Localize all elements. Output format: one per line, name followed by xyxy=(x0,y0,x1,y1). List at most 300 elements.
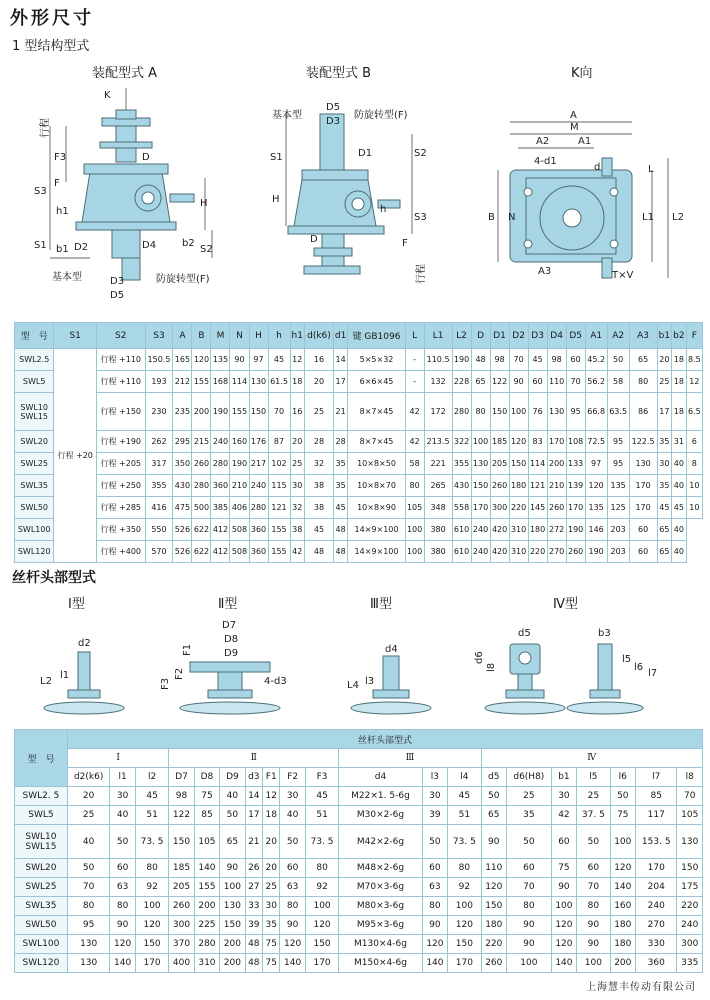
table-cell: 20 xyxy=(290,431,305,453)
table-cell: 114 xyxy=(528,453,547,475)
table-cell: 132 xyxy=(424,371,452,393)
table2-sub-header: b1 xyxy=(551,768,576,787)
table-cell: 17 xyxy=(245,806,262,825)
table-cell: 45 xyxy=(448,787,481,806)
table-cell: 200 xyxy=(220,954,245,973)
svg-text:防旋转型(F): 防旋转型(F) xyxy=(354,110,408,121)
table-cell: 280 xyxy=(452,393,471,431)
table2-sub-header: d6(H8) xyxy=(507,768,552,787)
table-cell: 70 xyxy=(509,349,528,371)
table-cell: 412 xyxy=(211,519,230,541)
svg-text:A1: A1 xyxy=(578,136,592,147)
table-cell: 50 xyxy=(280,825,305,859)
table2-sub-header: l3 xyxy=(422,768,447,787)
table-cell: 190 xyxy=(230,453,249,475)
table-cell: 105 xyxy=(194,825,219,859)
svg-text:基本型: 基本型 xyxy=(52,272,82,283)
table-cell: 65 xyxy=(471,371,490,393)
table-cell: 240 xyxy=(471,519,490,541)
table1-col-header: N xyxy=(230,323,249,349)
table-cell: 121 xyxy=(528,475,547,497)
table-cell: 18 xyxy=(672,371,687,393)
svg-text:F: F xyxy=(54,178,60,189)
table-cell: 65 xyxy=(629,349,657,371)
table1-body xyxy=(15,349,703,563)
table-cell: 217 xyxy=(249,453,268,475)
table1-col-header: M xyxy=(211,323,230,349)
table1-col-header: h xyxy=(268,323,290,349)
table-cell: 170 xyxy=(629,497,657,519)
table-cell: 63 xyxy=(110,878,135,897)
table-cell: 155 xyxy=(194,878,219,897)
table-cell: 38 xyxy=(305,497,334,519)
svg-text:l6: l6 xyxy=(634,662,644,673)
table-cell: 92 xyxy=(305,878,338,897)
table-cell: 5×5×32 xyxy=(348,349,405,371)
table-cell: 60 xyxy=(629,541,657,563)
table-cell: 75 xyxy=(194,787,219,806)
table-cell: 50 xyxy=(507,825,552,859)
table-cell: 100 xyxy=(577,954,610,973)
svg-text:S2: S2 xyxy=(414,148,427,159)
table-cell: 100 xyxy=(405,519,424,541)
table-row xyxy=(15,453,703,475)
svg-text:N: N xyxy=(508,212,516,223)
table-cell: 330 xyxy=(636,935,677,954)
table-cell: 220 xyxy=(528,541,547,563)
svg-text:d2: d2 xyxy=(78,638,91,649)
table-cell: 10×8×90 xyxy=(348,497,405,519)
table-cell: 139 xyxy=(566,475,585,497)
table-cell: 120 xyxy=(448,916,481,935)
page-title: 外形尺寸 xyxy=(10,8,94,29)
table-cell: M70×3-6g xyxy=(339,878,422,897)
table-cell: 40 xyxy=(672,541,687,563)
table-cell: 102 xyxy=(268,453,290,475)
table-cell: 32 xyxy=(290,497,305,519)
table-cell: 行程 +400 xyxy=(96,541,145,563)
table-cell: 122 xyxy=(169,806,194,825)
table-cell: 12 xyxy=(263,787,280,806)
table-cell: 20 xyxy=(263,859,280,878)
table-cell: 120 xyxy=(280,935,305,954)
table2-sub-header: l7 xyxy=(636,768,677,787)
table-cell: 48 xyxy=(245,954,262,973)
table-cell: 40 xyxy=(672,453,687,475)
table-cell: 140 xyxy=(422,954,447,973)
table-cell: 145 xyxy=(528,497,547,519)
table-cell: 38 xyxy=(290,519,305,541)
table-cell: 140 xyxy=(551,954,576,973)
table-cell: 90 xyxy=(577,935,610,954)
table-cell: 40 xyxy=(672,475,687,497)
spec-table-1 xyxy=(14,322,703,563)
svg-text:L: L xyxy=(648,164,654,175)
table1-col-header: L2 xyxy=(452,323,471,349)
table-cell: 40 xyxy=(672,519,687,541)
table-cell: 272 xyxy=(547,519,566,541)
table-row xyxy=(15,541,703,563)
table-cell: 120 xyxy=(192,349,211,371)
table-cell: 220 xyxy=(509,497,528,519)
table-cell: 80 xyxy=(405,475,424,497)
table-cell: 185 xyxy=(490,431,509,453)
table-cell: 205 xyxy=(490,453,509,475)
table-cell: 526 xyxy=(173,541,192,563)
table-cell: 270 xyxy=(547,541,566,563)
table-cell: 65 xyxy=(657,541,672,563)
table-cell: 203 xyxy=(607,519,629,541)
table-row xyxy=(15,393,703,431)
table-cell: 行程 +190 xyxy=(96,431,145,453)
table-cell: 51 xyxy=(135,806,168,825)
table-cell: 170 xyxy=(305,954,338,973)
svg-text:D2: D2 xyxy=(74,242,89,253)
table-cell: 10×8×50 xyxy=(348,453,405,475)
table-cell: 12 xyxy=(290,349,305,371)
table-cell: 8.5 xyxy=(686,349,702,371)
table1-model-cell: SWL5 xyxy=(15,371,54,393)
table-cell: 50 xyxy=(607,349,629,371)
table-cell: 420 xyxy=(490,519,509,541)
assembly-a-label: 装配型式 A xyxy=(92,66,158,81)
table-cell: 280 xyxy=(211,453,230,475)
assembly-a-drawing xyxy=(30,82,240,307)
table-cell: 150 xyxy=(220,916,245,935)
table-cell: 100 xyxy=(507,954,552,973)
table1-model-cell: SWL2.5 xyxy=(15,349,54,371)
table-cell: 73. 5 xyxy=(448,825,481,859)
table-cell: 60 xyxy=(110,859,135,878)
table-cell: 322 xyxy=(452,431,471,453)
table-cell: 210 xyxy=(547,475,566,497)
table-cell: 300 xyxy=(169,916,194,935)
svg-text:D4: D4 xyxy=(142,240,157,251)
table-cell: 385 xyxy=(211,497,230,519)
table-cell: 150 xyxy=(677,859,703,878)
table2-sub-header: d3 xyxy=(245,768,262,787)
table-cell: 108 xyxy=(566,431,585,453)
table2-sub-header: D7 xyxy=(169,768,194,787)
table-cell: 180 xyxy=(610,916,635,935)
table1-col-header: d(k6) xyxy=(305,323,334,349)
table-cell: 20 xyxy=(263,825,280,859)
table2-sub-header: l4 xyxy=(448,768,481,787)
table-cell: 90 xyxy=(507,916,552,935)
table-cell: 80 xyxy=(471,393,490,431)
svg-text:M: M xyxy=(570,122,579,133)
table1-col-header: D4 xyxy=(547,323,566,349)
table-cell: 100 xyxy=(509,393,528,431)
section2-title: 丝杆头部型式 xyxy=(12,570,96,586)
table-cell: 200 xyxy=(194,897,219,916)
table-cell: 95 xyxy=(67,916,110,935)
table-cell: 80 xyxy=(110,897,135,916)
table-cell: 150 xyxy=(490,393,509,431)
table-cell: 60 xyxy=(528,371,547,393)
table2-model-cell: SWL2. 5 xyxy=(15,787,68,806)
table-cell: 175 xyxy=(677,878,703,897)
table-cell: 45 xyxy=(268,349,290,371)
k-view-drawing xyxy=(488,108,688,293)
table-cell: 193 xyxy=(145,371,173,393)
table-cell: 280 xyxy=(194,935,219,954)
table-cell: 30 xyxy=(280,787,305,806)
table-cell: 260 xyxy=(547,497,566,519)
table-cell: 380 xyxy=(424,541,452,563)
table-cell: 92 xyxy=(448,878,481,897)
table-cell: 120 xyxy=(305,916,338,935)
table-cell: 27 xyxy=(245,878,262,897)
table-cell: 83 xyxy=(528,431,547,453)
table-cell: 130 xyxy=(67,954,110,973)
svg-text:b2: b2 xyxy=(182,238,195,249)
table-cell: 40 xyxy=(280,806,305,825)
table-cell: 622 xyxy=(192,519,211,541)
table-cell: 360 xyxy=(249,541,268,563)
table-cell: 150 xyxy=(169,825,194,859)
svg-text:b3: b3 xyxy=(598,628,611,639)
table-cell: 260 xyxy=(566,541,585,563)
spec-table-2 xyxy=(14,729,703,973)
table-cell: 140 xyxy=(280,954,305,973)
table-cell: 70 xyxy=(507,878,552,897)
table-cell: 420 xyxy=(490,541,509,563)
table-cell: 30 xyxy=(551,787,576,806)
svg-text:d6: d6 xyxy=(474,651,485,664)
table-cell: 10×8×70 xyxy=(348,475,405,497)
table-cell: 行程 +285 xyxy=(96,497,145,519)
table-cell: 240 xyxy=(677,916,703,935)
table-cell: 95 xyxy=(607,453,629,475)
table-cell: 17 xyxy=(333,371,348,393)
table2-model-cell: SWL5 xyxy=(15,806,68,825)
table-cell: 50 xyxy=(67,859,110,878)
table-cell: 100 xyxy=(551,897,576,916)
table-cell: 155 xyxy=(230,393,249,431)
table-cell: 行程 +110 xyxy=(96,371,145,393)
table-cell: 475 xyxy=(173,497,192,519)
type4-label: Ⅳ型 xyxy=(553,597,578,612)
table-cell: 130 xyxy=(67,935,110,954)
table-cell: 110 xyxy=(547,371,566,393)
table-cell: 230 xyxy=(145,393,173,431)
table-cell: 50 xyxy=(220,806,245,825)
table-cell: 97 xyxy=(249,349,268,371)
table-cell: 130 xyxy=(471,453,490,475)
table-cell: 200 xyxy=(220,935,245,954)
table-cell: 30 xyxy=(657,453,672,475)
table-cell: 180 xyxy=(528,519,547,541)
table-cell: 65 xyxy=(481,806,506,825)
table1-model-cell: SWL10 SWL15 xyxy=(15,393,54,431)
table-cell: 97 xyxy=(585,453,607,475)
table-cell: 200 xyxy=(547,453,566,475)
svg-text:S3: S3 xyxy=(414,212,427,223)
table-cell: 160 xyxy=(230,431,249,453)
table-cell: 90 xyxy=(577,916,610,935)
table-cell: 63 xyxy=(422,878,447,897)
table-cell: 335 xyxy=(677,954,703,973)
assembly-b-label: 装配型式 B xyxy=(306,66,372,81)
table-cell: 172 xyxy=(424,393,452,431)
table2-body xyxy=(15,787,703,973)
table-cell: 20 xyxy=(305,371,334,393)
table-cell: 228 xyxy=(452,371,471,393)
table-cell: 行程 +250 xyxy=(96,475,145,497)
table-cell: 240 xyxy=(471,541,490,563)
table-cell: 125 xyxy=(607,497,629,519)
table-cell: 51 xyxy=(305,806,338,825)
svg-text:D1: D1 xyxy=(358,148,373,159)
table2-caption: 丝杆头部型式 xyxy=(67,730,702,749)
table-cell: 114 xyxy=(230,371,249,393)
table-cell: 270 xyxy=(636,916,677,935)
table-cell: 61.5 xyxy=(268,371,290,393)
table-cell: 370 xyxy=(169,935,194,954)
table-cell: 50 xyxy=(577,825,610,859)
table-cell: 95 xyxy=(566,393,585,431)
table-cell: 610 xyxy=(452,541,471,563)
table-cell: 135 xyxy=(211,349,230,371)
table-cell: 300 xyxy=(677,935,703,954)
table2-sub-header: l8 xyxy=(677,768,703,787)
table-cell: 225 xyxy=(194,916,219,935)
table-cell: 150 xyxy=(509,453,528,475)
table-cell: 135 xyxy=(585,497,607,519)
table-cell: 40 xyxy=(110,806,135,825)
table-cell: 58 xyxy=(607,371,629,393)
table-cell: 90 xyxy=(509,371,528,393)
table1-col-header: L xyxy=(405,323,424,349)
type2-drawing xyxy=(150,612,320,717)
table-cell: 185 xyxy=(169,859,194,878)
table-cell: 90 xyxy=(220,859,245,878)
table1-model-cell: SWL25 xyxy=(15,453,54,475)
view-k-label: K向 xyxy=(571,66,593,81)
table1-col-header: S3 xyxy=(145,323,173,349)
table1-col-header: S1 xyxy=(54,323,97,349)
table-cell: 130 xyxy=(629,453,657,475)
table-cell: 350 xyxy=(173,453,192,475)
table-cell: 80 xyxy=(629,371,657,393)
type3-label: Ⅲ型 xyxy=(370,597,392,612)
table-cell: 220 xyxy=(677,897,703,916)
table-cell: 190 xyxy=(566,519,585,541)
table-cell: 317 xyxy=(145,453,173,475)
table-cell: 35 xyxy=(263,916,280,935)
table-cell: M22×1. 5-6g xyxy=(339,787,422,806)
table-cell: 58 xyxy=(405,453,424,475)
table-cell: 170 xyxy=(135,954,168,973)
table-cell: 122 xyxy=(490,371,509,393)
table-cell: 150 xyxy=(135,935,168,954)
table-cell: 行程 +110 xyxy=(96,349,145,371)
table2-group-header: Ⅳ xyxy=(481,749,702,768)
table-cell: 416 xyxy=(145,497,173,519)
table-cell: 80 xyxy=(305,859,338,878)
table2-sub-header: d5 xyxy=(481,768,506,787)
table1-col-header: A2 xyxy=(607,323,629,349)
table-cell: 150 xyxy=(471,475,490,497)
table2-group-header: Ⅲ xyxy=(339,749,481,768)
svg-text:b1: b1 xyxy=(56,244,69,255)
table-cell: 85 xyxy=(194,806,219,825)
type4-drawing xyxy=(470,612,670,717)
table-cell: 500 xyxy=(192,497,211,519)
svg-text:L2: L2 xyxy=(672,212,684,223)
table-cell: 25 xyxy=(577,787,610,806)
table-cell: 80 xyxy=(507,897,552,916)
table-cell: 45 xyxy=(333,497,348,519)
table-cell: 60 xyxy=(551,825,576,859)
table-cell: 98 xyxy=(169,787,194,806)
table-cell: 48 xyxy=(471,349,490,371)
svg-text:L1: L1 xyxy=(642,212,654,223)
table-cell: 90 xyxy=(422,916,447,935)
table-cell: 150 xyxy=(249,393,268,431)
svg-text:A3: A3 xyxy=(538,266,552,277)
svg-text:F3: F3 xyxy=(160,677,171,690)
table-cell: 12 xyxy=(686,371,702,393)
table-cell: 98 xyxy=(547,349,566,371)
table-cell: 610 xyxy=(452,519,471,541)
table-cell: 100 xyxy=(220,878,245,897)
table-cell: 20 xyxy=(657,349,672,371)
table-cell: 70 xyxy=(677,787,703,806)
table-cell: 45 xyxy=(657,497,672,519)
table-row xyxy=(15,787,703,806)
table-cell: 400 xyxy=(169,954,194,973)
table-cell: 180 xyxy=(610,935,635,954)
table-cell: 20 xyxy=(67,787,110,806)
table-cell: 260 xyxy=(481,954,506,973)
table-cell: 130 xyxy=(249,371,268,393)
table-cell: 14×9×100 xyxy=(348,519,405,541)
table-cell: 48 xyxy=(305,541,334,563)
table-cell: 48 xyxy=(245,935,262,954)
table-cell: 65 xyxy=(220,825,245,859)
table2-sub-header: D8 xyxy=(194,768,219,787)
svg-text:L2: L2 xyxy=(40,676,52,687)
table2-sub-header: d4 xyxy=(339,768,422,787)
table-cell: 80 xyxy=(577,897,610,916)
table-cell: 200 xyxy=(610,954,635,973)
table-cell: 75 xyxy=(263,954,280,973)
table-cell: 87 xyxy=(268,431,290,453)
table1-col-header: A xyxy=(173,323,192,349)
table-cell: 90 xyxy=(230,349,249,371)
table-cell: 155 xyxy=(268,519,290,541)
table-cell: 25 xyxy=(657,371,672,393)
table-cell: 40 xyxy=(67,825,110,859)
callout-k-a: K xyxy=(104,90,111,101)
type2-label: Ⅱ型 xyxy=(218,597,238,612)
table1-col-header: D3 xyxy=(528,323,547,349)
table-cell: 508 xyxy=(230,541,249,563)
table-cell: 360 xyxy=(211,475,230,497)
table-cell: 262 xyxy=(145,431,173,453)
table-cell: 120 xyxy=(610,859,635,878)
table1-col-header: H xyxy=(249,323,268,349)
table2-model-cell: SWL20 xyxy=(15,859,68,878)
table-row xyxy=(15,806,703,825)
section-subtitle: 1 型结构型式 xyxy=(12,39,90,54)
svg-text:D9: D9 xyxy=(224,648,239,659)
table2-sub-header: F1 xyxy=(263,768,280,787)
svg-text:h: h xyxy=(380,204,387,215)
table-cell: 37. 5 xyxy=(577,806,610,825)
